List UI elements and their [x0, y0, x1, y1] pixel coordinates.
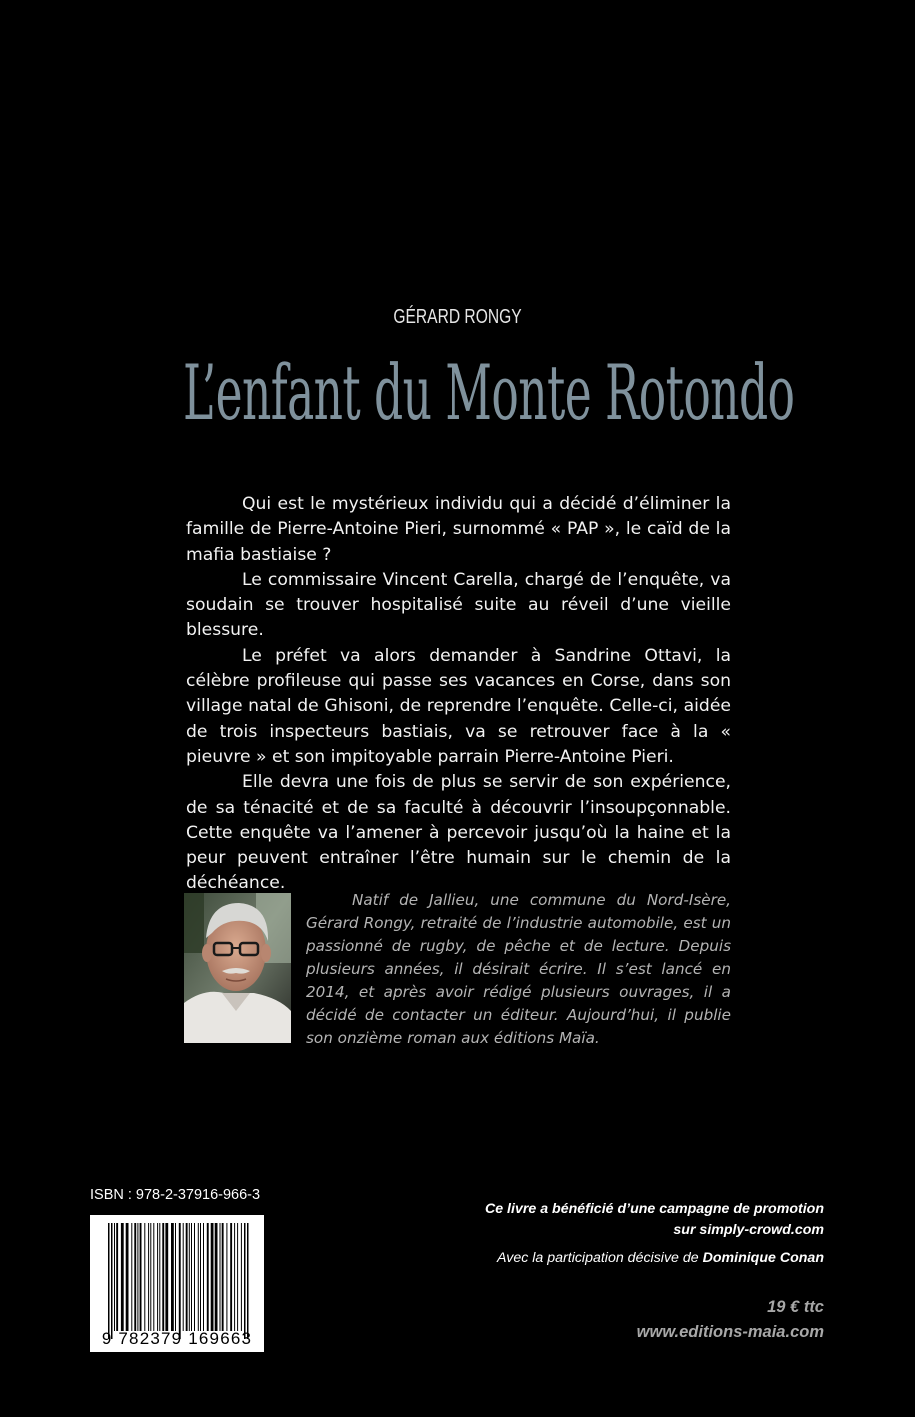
barcode-bar — [121, 1223, 124, 1331]
barcode-bar — [194, 1223, 195, 1331]
synopsis-paragraph: Qui est le mystérieux individu qui a décidé d’éliminer la famille de Pierre-Antoine Pieri, surnommé « PAP », le caïd de la mafia bastiaise ? — [186, 494, 731, 565]
barcode-bar — [140, 1223, 142, 1331]
barcode-bar — [211, 1223, 214, 1331]
participation-text — [497, 1250, 824, 1266]
barcode-bar — [165, 1223, 168, 1331]
barcode-bar — [157, 1223, 158, 1331]
promo-text — [485, 1199, 824, 1241]
barcode-bar — [150, 1223, 151, 1331]
barcode-bar — [237, 1223, 238, 1331]
participation-prefix: Avec la participation décisive de — [497, 1250, 703, 1266]
barcode-bar — [189, 1223, 190, 1331]
barcode-bar — [244, 1223, 246, 1339]
barcode-bar — [198, 1223, 199, 1331]
promo-line-1: Ce livre a bénéficié d’une campagne de promotion — [484, 1201, 824, 1217]
synopsis-paragraph: Le préfet va alors demander à Sandrine Ottavi, la célèbre profileuse qui passe ses vacances en Corse, dans son village natal de Ghisoni, de reprendre l’enquête. Celle-ci, aidée de trois inspecteurs bastiais, va se retrouver face à la « pieuvre » et son impitoyable parrain Pierre-Antoine Pieri. — [186, 645, 731, 767]
barcode-bar — [183, 1223, 184, 1331]
barcode-bar — [131, 1223, 132, 1331]
barcode-bar — [171, 1223, 174, 1331]
barcode-bar — [234, 1223, 235, 1331]
barcode-bar — [220, 1223, 221, 1331]
barcode-bar — [226, 1223, 227, 1331]
barcode-bar — [222, 1223, 224, 1331]
barcode-bar — [207, 1223, 209, 1331]
barcode-digits: 9 782379 169663 — [101, 1329, 253, 1348]
barcode-bar — [111, 1223, 113, 1339]
barcode-bar — [186, 1223, 188, 1331]
promo-line-2: sur simply-crowd.com — [673, 1222, 824, 1238]
publisher-website: www.editions-maia.com — [636, 1323, 824, 1341]
synopsis-paragraph: Elle devra une fois de plus se servir de son expérience, de sa ténacité et de sa faculté à découvrir l’insoupçonnable. Cette enquête va l’amener à percevoir jusqu’où la haine et la peur peuvent entraîner l’être humain sur le chemin de la déchéance. — [186, 772, 731, 894]
isbn-label: ISBN : 978-2-37916-966-3 — [90, 1187, 261, 1203]
barcode-bar — [247, 1223, 249, 1339]
barcode-bar — [203, 1223, 204, 1331]
barcode-bar — [159, 1223, 160, 1331]
synopsis-paragraph: Le commissaire Vincent Carella, chargé de l’enquête, va soudain se trouver hospitalisé suite au réveil d’une vieille blessure. — [186, 569, 731, 641]
barcode-bar — [114, 1223, 115, 1331]
barcode-bar — [108, 1223, 110, 1339]
barcode-bar — [175, 1223, 176, 1331]
author-photo — [184, 893, 291, 1043]
barcode-bar — [230, 1223, 232, 1331]
barcode-bar — [162, 1223, 164, 1331]
barcode-bar — [126, 1223, 129, 1331]
participation-name: Dominique Conan — [702, 1250, 824, 1266]
synopsis — [186, 492, 731, 897]
author-name: GÉRARD RONGY — [393, 306, 522, 328]
barcode-bar — [153, 1223, 154, 1331]
barcode-bar — [134, 1223, 136, 1331]
barcode-bar — [241, 1223, 242, 1331]
barcode-bar — [191, 1223, 192, 1331]
author-bio: Natif de Jallieu, une commune du Nord-Isère, Gérard Rongy, retraité de l’industrie automobile, est un passionné de rugby, de pêche et de lecture. Depuis plusieurs années, il désirait écrire. Il s’est lancé en 2014, et après avoir rédigé plusieurs ouvrages, il a décidé de contacter un éditeur. Aujourd’hui, il publie son onzième roman aux éditions Maïa. — [306, 891, 731, 1047]
barcode-bar — [179, 1223, 181, 1339]
price: 19 € ttc — [767, 1298, 824, 1316]
barcode-bar — [200, 1223, 201, 1331]
barcode-bar — [116, 1223, 118, 1331]
barcode-bar — [215, 1223, 218, 1331]
barcode-bar — [144, 1223, 145, 1331]
barcode-bar — [148, 1223, 149, 1331]
barcode-bar — [137, 1223, 138, 1331]
author-portrait-image — [184, 893, 291, 1043]
barcode — [90, 1215, 264, 1352]
book-title: L’enfant du Monte Rotondo — [183, 348, 795, 437]
